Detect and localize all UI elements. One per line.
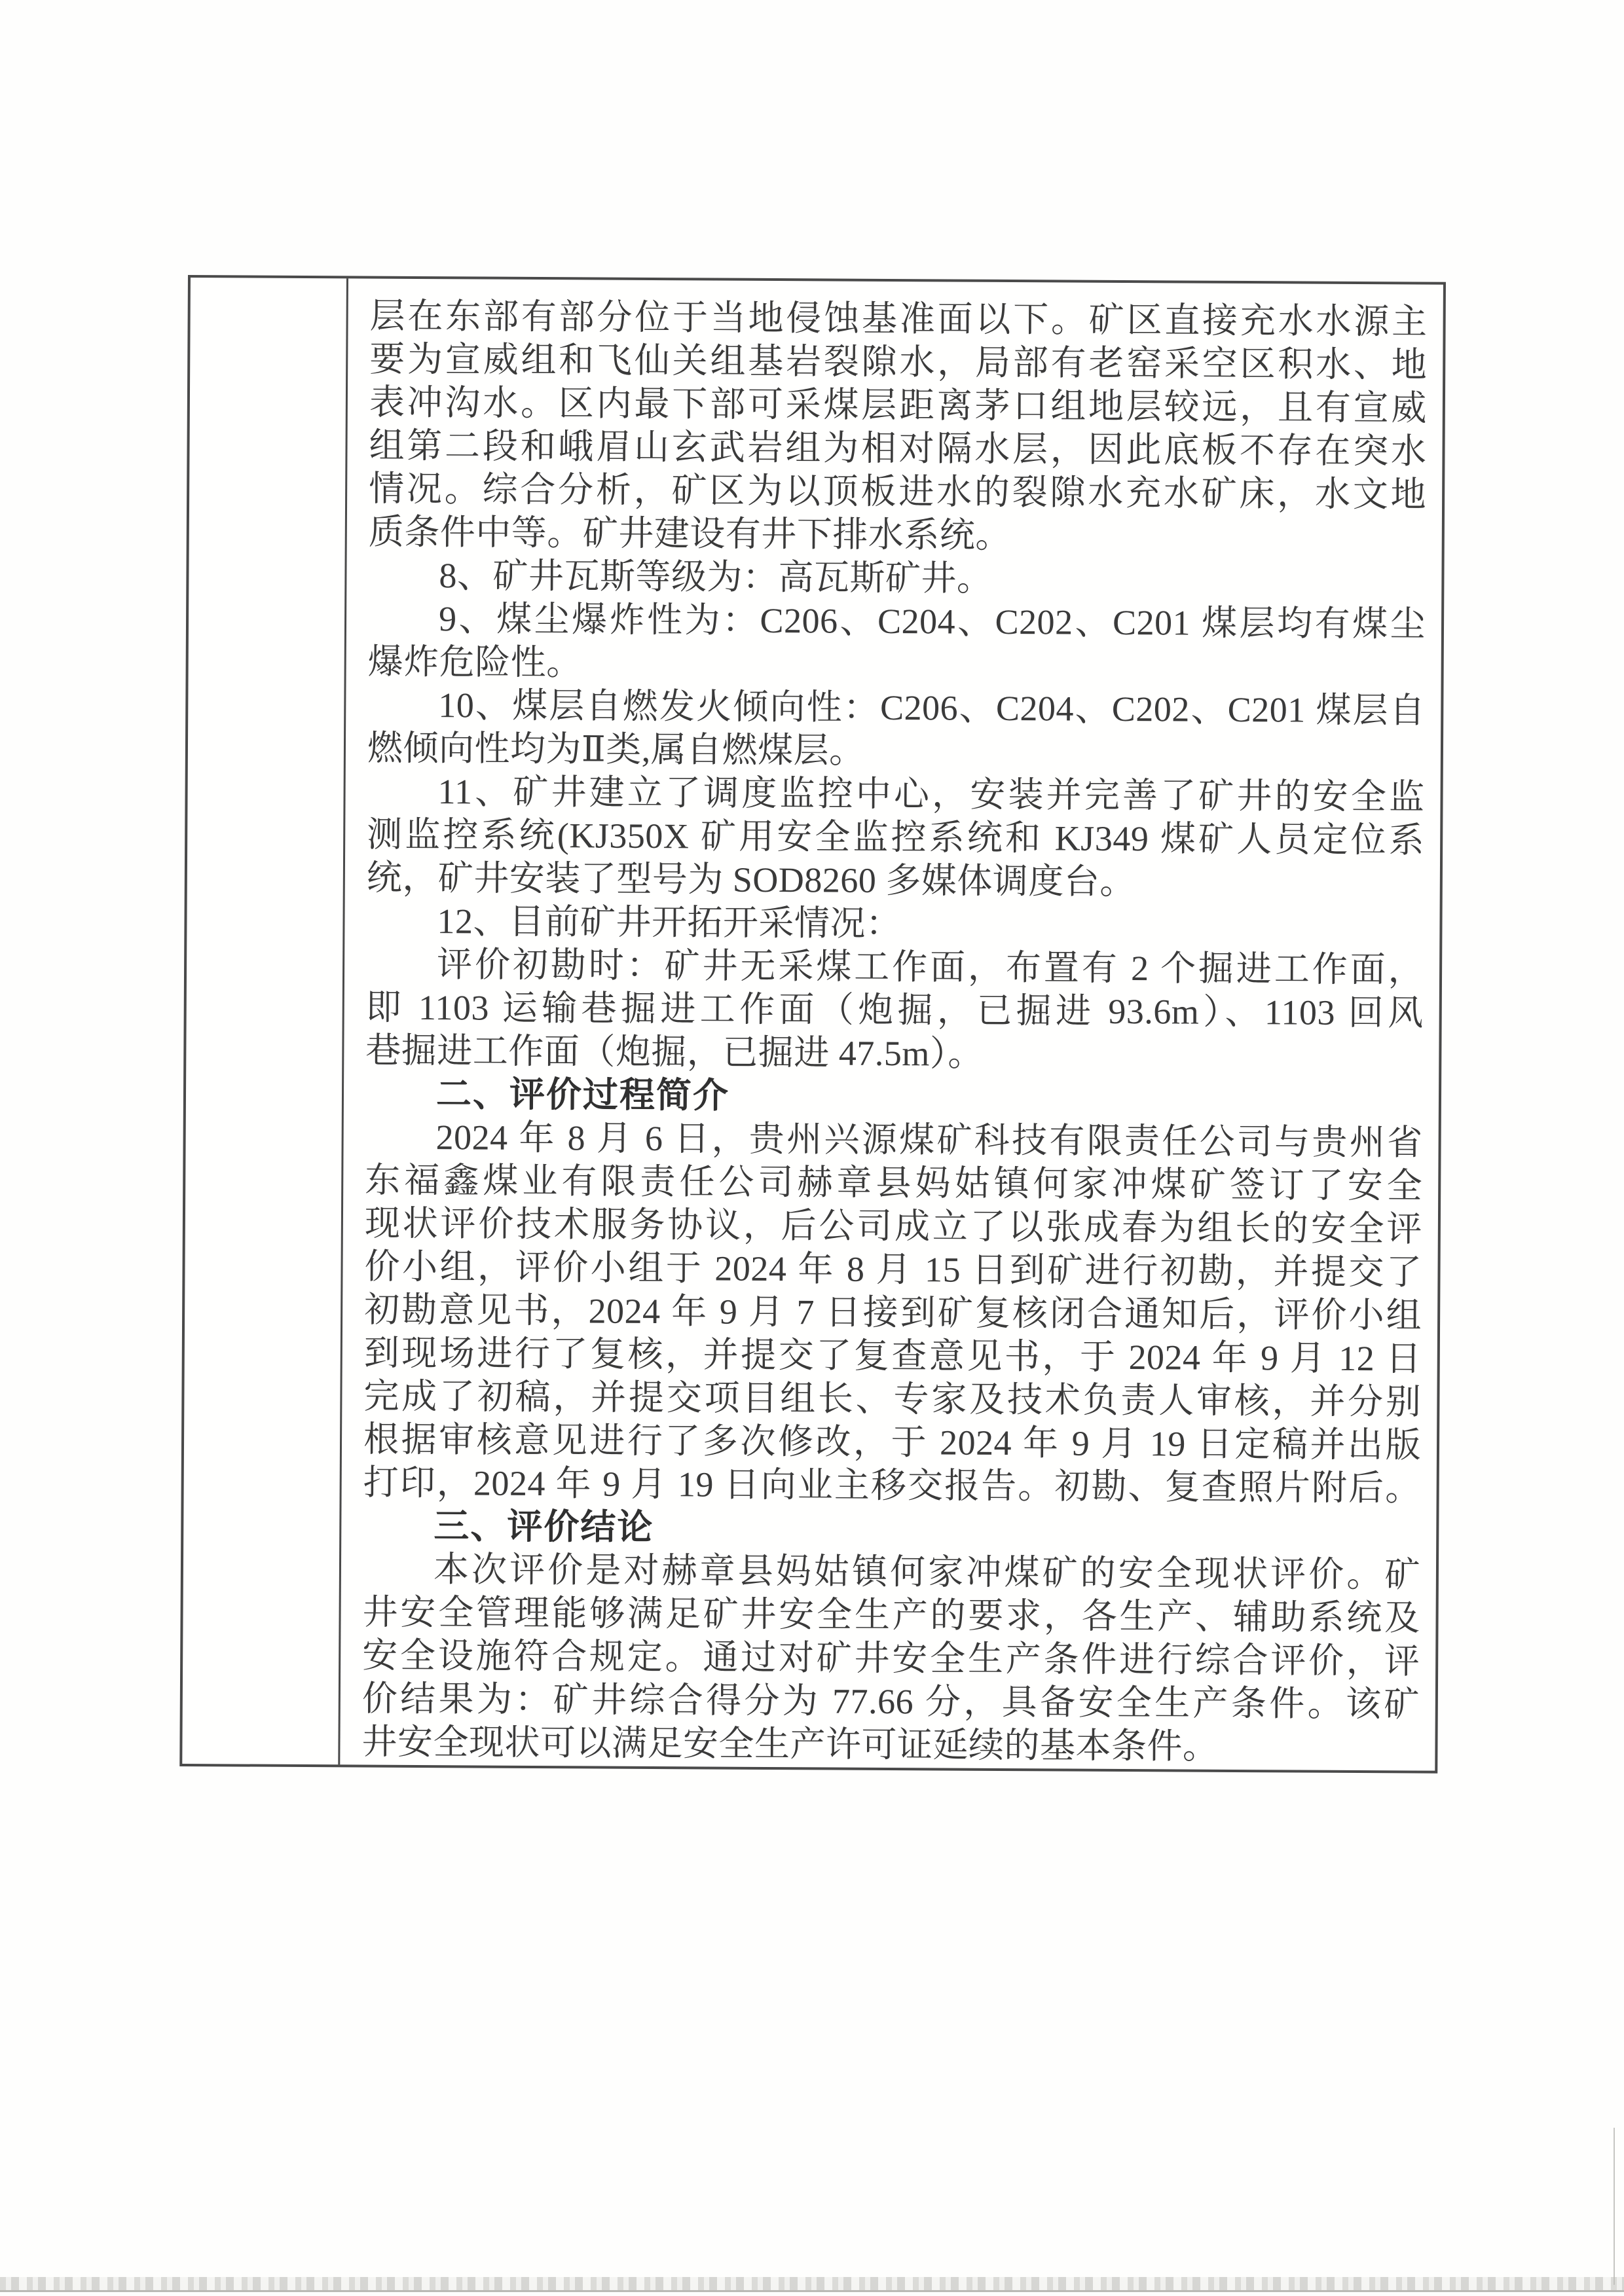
text-line: 打印，2024 年 9 月 19 日向业主移交报告。初勘、复查照片附后。	[363, 1463, 1421, 1508]
text-line: 12、目前矿井开拓开采情况：	[437, 902, 902, 944]
section-heading: 二、评价过程简介	[435, 1074, 730, 1116]
text-line: 组第二段和峨眉山玄武岩组为相对隔水层，因此底板不存在突水	[369, 426, 1427, 471]
text-line: 评价初勘时：矿井无采煤工作面，布置有 2 个掘进工作面，	[436, 945, 1424, 990]
text-line: 初勘意见书，2024 年 9 月 7 日接到矿复核闭合通知后，评价小组	[364, 1290, 1422, 1336]
text-line: 本次评价是对赫章县妈姑镇何家冲煤矿的安全现状评价。矿	[433, 1550, 1421, 1595]
text-line: 巷掘进工作面（炮掘，已掘进 47.5m）。	[365, 1030, 984, 1074]
text-line: 价结果为：矿井综合得分为 77.66 分，具备安全生产条件。该矿	[361, 1679, 1420, 1724]
text-line: 表冲沟水。区内最下部可采煤层距离茅口组地层较远，且有宣威	[369, 382, 1428, 428]
text-line: 2024 年 8 月 6 日，贵州兴源煤矿科技有限责任公司与贵州省	[435, 1118, 1423, 1163]
text-line: 井安全管理能够满足矿井安全生产的要求，各生产、辅助系统及	[362, 1592, 1420, 1638]
text-line: 测监控系统(KJ350X 矿用安全监控系统和 KJ349 煤矿人员定位系	[367, 814, 1425, 860]
text-line: 东福鑫煤业有限责任公司赫章县妈姑镇何家冲煤矿签订了安全	[365, 1160, 1423, 1206]
table-content-cell	[340, 278, 1443, 1770]
text-line: 即 1103 运输巷掘进工作面（炮掘，已掘进 93.6m）、1103 回风	[365, 987, 1424, 1033]
scan-edge-artifact-right	[1614, 2128, 1615, 2285]
section-heading: 三、评价结论	[434, 1506, 654, 1548]
text-line: 情况。综合分析，矿区为以顶板进水的裂隙水充水矿床，水文地	[369, 469, 1427, 515]
text-line: 到现场进行了复核，并提交了复查意见书，于 2024 年 9 月 12 日	[363, 1333, 1422, 1379]
text-line: 安全设施符合规定。通过对矿井安全生产条件进行综合评价，评	[362, 1635, 1420, 1681]
text-line: 10、煤层自燃发火倾向性：C206、C204、C202、C201 煤层自	[438, 685, 1426, 731]
table-stub-cell	[182, 278, 346, 1764]
text-line: 完成了初稿，并提交项目组长、专家及技术负责人审核，并分别	[363, 1376, 1422, 1422]
text-line: 质条件中等。矿井建设有井下排水系统。	[368, 512, 1011, 556]
text-line: 8、矿井瓦斯等级为：高瓦斯矿井。	[439, 556, 993, 598]
text-line: 要为宣威组和飞仙关组基岩裂隙水，局部有老窑采空区积水、地	[369, 339, 1428, 385]
text-line: 11、矿井建立了调度监控中心，安装并完善了矿井的安全监	[437, 772, 1425, 817]
text-line: 燃倾向性均为Ⅱ类,属自燃煤层。	[367, 728, 865, 771]
text-line: 爆炸危险性。	[367, 642, 582, 683]
text-line: 现状评价技术服务协议，后公司成立了以张成春为组长的安全评	[364, 1203, 1423, 1249]
text-line: 统，矿井安装了型号为 SOD8260 多媒体调度台。	[366, 858, 1136, 902]
scan-edge-artifact-bottom	[0, 2277, 1624, 2292]
text-line: 价小组，评价小组于 2024 年 8 月 15 日到矿进行初勘，并提交了	[364, 1247, 1422, 1292]
report-table	[179, 275, 1446, 1774]
text-line: 根据审核意见进行了多次修改，于 2024 年 9 月 19 日定稿并出版	[363, 1419, 1422, 1465]
text-line: 9、煤尘爆炸性为：C206、C204、C202、C201 煤层均有煤尘	[438, 599, 1426, 644]
text-line: 井安全现状可以满足安全生产许可证延续的基本条件。	[361, 1722, 1219, 1766]
text-line: 层在东部有部分位于当地侵蚀基准面以下。矿区直接充水水源主	[369, 296, 1428, 342]
